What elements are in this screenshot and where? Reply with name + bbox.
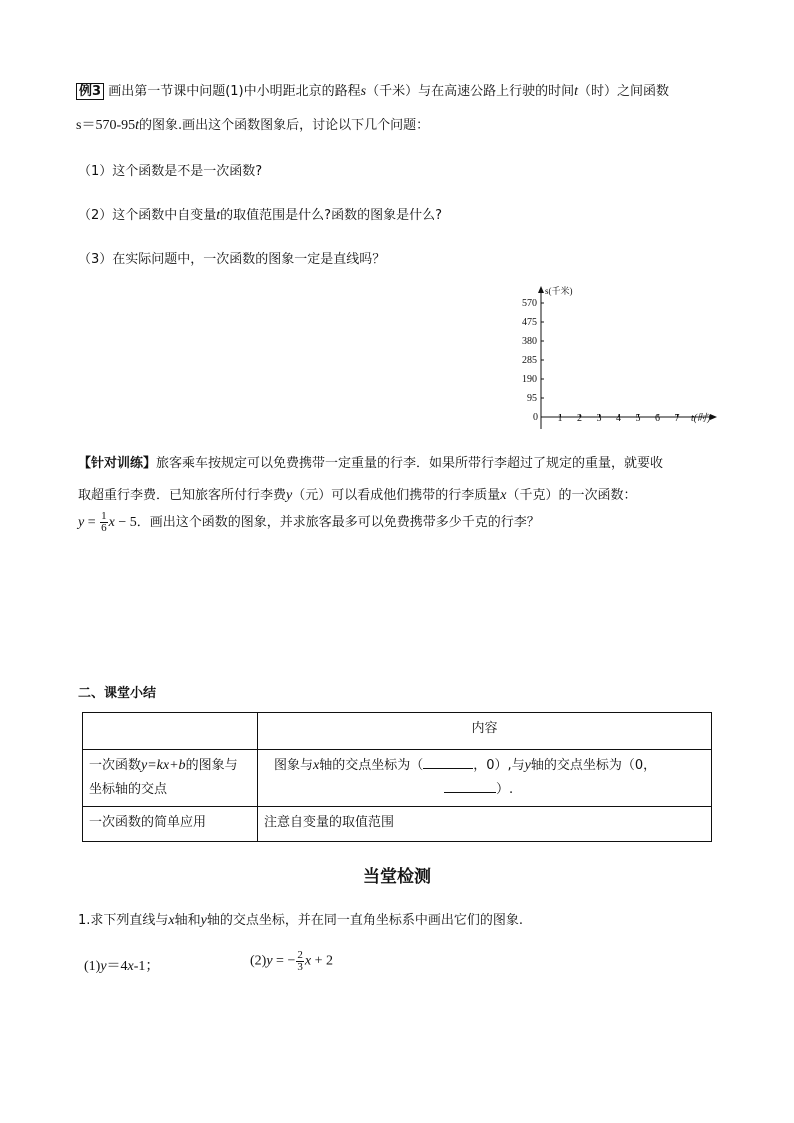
x-axis-label: t(时): [691, 413, 711, 424]
training-text: （千克）的一次函数：: [506, 488, 637, 503]
answer-blank[interactable]: [423, 768, 473, 769]
item-label: (2): [250, 953, 267, 969]
var-x: x: [304, 953, 312, 969]
x-tick-label: 5: [635, 413, 641, 424]
cell-text: 一次函数: [89, 758, 142, 773]
var-y: y: [286, 488, 293, 503]
var-x: x: [108, 515, 115, 530]
example3-text: （千米）与在高速公路上行驶的时间: [366, 84, 575, 99]
table-cell-left: [83, 750, 258, 807]
answer-blank[interactable]: [444, 792, 496, 793]
denominator: 6: [101, 522, 107, 534]
table-row: [83, 750, 712, 807]
table-header-content: 内容: [258, 713, 712, 750]
x-tick-label: 3: [596, 413, 602, 424]
y-axis-label: s(千米): [545, 286, 573, 296]
training-formula-line: [78, 511, 540, 534]
example3-line2: [76, 114, 429, 134]
question-text: 轴和: [174, 913, 201, 928]
cell-text: 轴的交点坐标为（0，: [530, 758, 657, 773]
origin-label: 0: [533, 412, 538, 423]
x-tick-label: 6: [655, 413, 660, 424]
formula: ＝4: [106, 959, 128, 974]
x-axis-arrow: [710, 414, 717, 420]
fraction-two-thirds: [296, 950, 304, 973]
var-y: y: [78, 515, 85, 530]
cell-text: 的图象与: [185, 758, 238, 773]
table-header-row: [83, 713, 712, 750]
cell-text: ）.: [496, 782, 514, 797]
table-row: [83, 807, 712, 842]
y-axis-arrow: [538, 286, 544, 293]
question-2: [78, 204, 442, 224]
y-tick-label: 475: [522, 317, 537, 328]
example-tag: 例3: [76, 83, 104, 100]
table-cell-right: [258, 750, 712, 807]
cell-text: 轴的交点坐标为（: [319, 758, 424, 773]
cell-text: 图象与: [274, 758, 314, 773]
example3-text: 画出第一节课中问题(1)中小明距北京的路程: [108, 84, 361, 99]
var-x: x: [127, 959, 134, 974]
training-line2: [78, 484, 636, 504]
var-y: y: [524, 758, 531, 773]
var-y: y: [200, 913, 207, 928]
x-tick-label: 2: [577, 413, 582, 424]
training-text: 旅客乘车按规定可以免费携带一定重量的行李．如果所带行李超过了规定的重量，就要收: [156, 456, 664, 471]
question-text: 轴的交点坐标，并在同一直角坐标系中画出它们的图象.: [206, 913, 523, 928]
test-item-1: [84, 955, 159, 975]
formula: s＝570-95: [76, 118, 136, 133]
question-1: （1）这个函数是不是一次函数?: [78, 164, 263, 179]
training-line1: [78, 452, 663, 471]
question-3: （3）在实际问题中，一次函数的图象一定是直线吗？: [78, 252, 386, 267]
test-title: 当堂检测: [363, 867, 431, 887]
formula: = −: [272, 953, 296, 969]
table-cell-left: 一次函数的简单应用: [83, 807, 258, 842]
var-y: y: [100, 959, 107, 974]
var-s: s: [360, 84, 367, 99]
y-tick-label: 570: [522, 298, 537, 309]
training-text: （元）可以看成他们携带的行李质量: [292, 488, 501, 503]
denominator: 3: [297, 961, 303, 973]
numerator: 2: [297, 949, 303, 961]
x-tick-label: 1: [557, 413, 563, 424]
training-text: ．画出这个函数的图象，并求旅客最多可以免费携带多少千克的行李？: [136, 515, 540, 530]
y-tick-label: 285: [522, 355, 537, 366]
var-y: y: [266, 953, 273, 969]
table-cell-empty: [83, 713, 258, 750]
var-t: t: [135, 118, 140, 133]
y-tick-label: 380: [522, 336, 537, 347]
formula: y=kx+b: [141, 758, 186, 773]
numerator: 1: [101, 510, 107, 522]
item-label: (1): [84, 959, 101, 974]
test-item-2: [250, 950, 333, 973]
question-text: 1.求下列直线与: [78, 913, 169, 928]
coordinate-axes-chart: [505, 282, 725, 432]
equals-sign: =: [84, 515, 100, 530]
summary-table: [82, 712, 712, 842]
training-text: 取超重行李费．已知旅客所付行李费: [78, 488, 287, 503]
example3-text: 的图象.画出这个函数图象后，讨论以下几个问题：: [139, 118, 430, 133]
summary-heading: 二、课堂小结: [78, 686, 157, 701]
var-x: x: [313, 758, 320, 773]
y-tick-label: 95: [527, 393, 537, 404]
var-x: x: [500, 488, 507, 503]
cell-text: ，0）,与: [473, 758, 525, 773]
formula: -1；: [133, 959, 160, 974]
y-tick-label: 190: [522, 374, 537, 385]
x-tick-label: 4: [616, 413, 621, 424]
formula: + 2: [311, 953, 333, 969]
formula-tail: − 5: [114, 515, 137, 530]
test-question-1: [78, 909, 523, 929]
var-x: x: [168, 913, 175, 928]
fraction-one-sixth: [100, 511, 108, 534]
table-cell-right: 注意自变量的取值范围: [258, 807, 712, 842]
question-text: （2）这个函数中自变量: [78, 208, 217, 223]
example3-line1: [76, 80, 669, 100]
question-text: 的取值范围是什么?函数的图象是什么?: [220, 208, 442, 223]
example3-text: （时）之间函数: [577, 84, 669, 99]
var-t: t: [216, 208, 221, 223]
var-t: t: [574, 84, 578, 99]
cell-text: 坐标轴的交点: [89, 782, 168, 797]
training-title: 【针对训练】: [78, 456, 157, 471]
x-tick-label: 7: [674, 413, 680, 424]
